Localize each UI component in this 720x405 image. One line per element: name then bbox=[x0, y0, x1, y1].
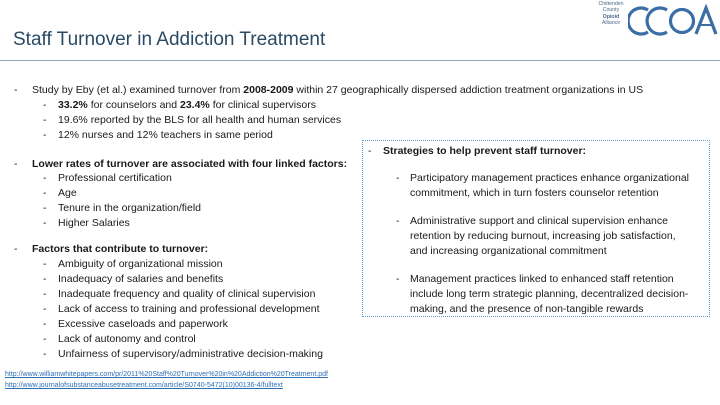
strategies-heading: Strategies to help prevent staff turnover: bbox=[383, 145, 587, 157]
bullet-dash: - bbox=[43, 288, 47, 300]
list-item: Unfairness of supervisory/administrative decision-making bbox=[58, 348, 323, 360]
list-item: Lack of access to training and professional development bbox=[58, 303, 320, 315]
strategy-3-line-1: Management practices linked to enhanced staff retention bbox=[410, 273, 674, 285]
study-sub-1: 33.2% for counselors and 23.4% for clinical supervisors bbox=[58, 99, 316, 111]
bullet-dash: - bbox=[396, 172, 400, 184]
source-link-journal[interactable]: http://www.journalofsubstanceabusetreatment.com/article/S0740-5472(10)00136-4/fulltext bbox=[5, 382, 283, 389]
strategy-2-line-2: retention by reducing burnout, increasing job satisfaction, bbox=[410, 230, 676, 242]
strategy-3-line-2: include long term strategic planning, decentralized decision- bbox=[410, 288, 689, 300]
bullet-dash: - bbox=[368, 145, 372, 157]
study-text-pre: Study by Eby (et al.) examined turnover from bbox=[32, 84, 244, 96]
logo-line-4: Alliance bbox=[601, 20, 621, 27]
bullet-dash: - bbox=[14, 243, 18, 255]
study-sub-2: 19.6% reported by the BLS for all health and human services bbox=[58, 114, 342, 126]
strategy-3-line-3: making, and the presence of non-tangible rewards bbox=[410, 303, 644, 315]
study-text-post: within 27 geographically dispersed addiction treatment organizations in US bbox=[293, 84, 644, 96]
counselor-rate: 33.2% bbox=[58, 99, 88, 111]
ccoa-logo-icon bbox=[628, 2, 718, 40]
study-years: 2008-2009 bbox=[243, 84, 294, 96]
bullet-dash: - bbox=[43, 217, 47, 229]
bullet-dash: - bbox=[43, 348, 47, 360]
list-item: Ambiguity of organizational mission bbox=[58, 258, 223, 270]
list-item: Higher Salaries bbox=[58, 217, 130, 229]
title-divider bbox=[0, 60, 720, 61]
list-item: Tenure in the organization/field bbox=[58, 202, 202, 214]
bullet-dash: - bbox=[14, 84, 18, 96]
supervisor-rate: 23.4% bbox=[180, 99, 210, 111]
bullet-dash: - bbox=[43, 129, 47, 141]
strategy-2-line-1: Administrative support and clinical supervision enhance bbox=[410, 215, 668, 227]
lower-rates-heading: Lower rates of turnover are associated with four linked factors: bbox=[32, 158, 348, 170]
bullet-dash: - bbox=[43, 172, 47, 184]
list-item: Professional certification bbox=[58, 172, 172, 184]
bullet-dash: - bbox=[43, 258, 47, 270]
list-item: Inadequate frequency and quality of clinical supervision bbox=[58, 288, 316, 300]
bullet-dash: - bbox=[43, 303, 47, 315]
list-item: Inadequacy of salaries and benefits bbox=[58, 273, 224, 285]
source-link-whitepaper[interactable]: http://www.williamwhitepapers.com/pr/2011%20Staff%20Turnover%20in%20Addiction%20Treatment.pdf bbox=[5, 371, 328, 378]
bullet-dash: - bbox=[14, 158, 18, 170]
study-summary bbox=[32, 84, 643, 97]
bullet-dash: - bbox=[43, 273, 47, 285]
list-item: Lack of autonomy and control bbox=[58, 333, 196, 345]
slide-title: Staff Turnover in Addiction Treatment bbox=[13, 29, 326, 50]
bullet-dash: - bbox=[43, 99, 47, 111]
strategy-1-line-1: Participatory management practices enhance organizational bbox=[410, 172, 689, 184]
bullet-dash: - bbox=[43, 187, 47, 199]
bullet-dash: - bbox=[43, 202, 47, 214]
logo-line-2: County bbox=[602, 7, 620, 14]
list-item: Age bbox=[58, 187, 77, 199]
bullet-dash: - bbox=[396, 215, 400, 227]
strategy-2-line-3: and increasing organizational commitment bbox=[410, 245, 607, 257]
ccoa-logo bbox=[594, 0, 720, 42]
logo-line-3: Opioid bbox=[602, 13, 620, 20]
bullet-dash: - bbox=[396, 273, 400, 285]
logo-text bbox=[594, 1, 628, 27]
bullet-dash: - bbox=[43, 333, 47, 345]
bullet-dash: - bbox=[43, 114, 47, 126]
study-sub-3: 12% nurses and 12% teachers in same period bbox=[58, 129, 273, 141]
bullet-dash: - bbox=[43, 318, 47, 330]
factors-heading: Factors that contribute to turnover: bbox=[32, 243, 209, 255]
strategy-1-line-2: commitment, which in turn fosters counselor retention bbox=[410, 187, 659, 199]
logo-line-1: Chittenden bbox=[598, 1, 624, 7]
list-item: Excessive caseloads and paperwork bbox=[58, 318, 228, 330]
